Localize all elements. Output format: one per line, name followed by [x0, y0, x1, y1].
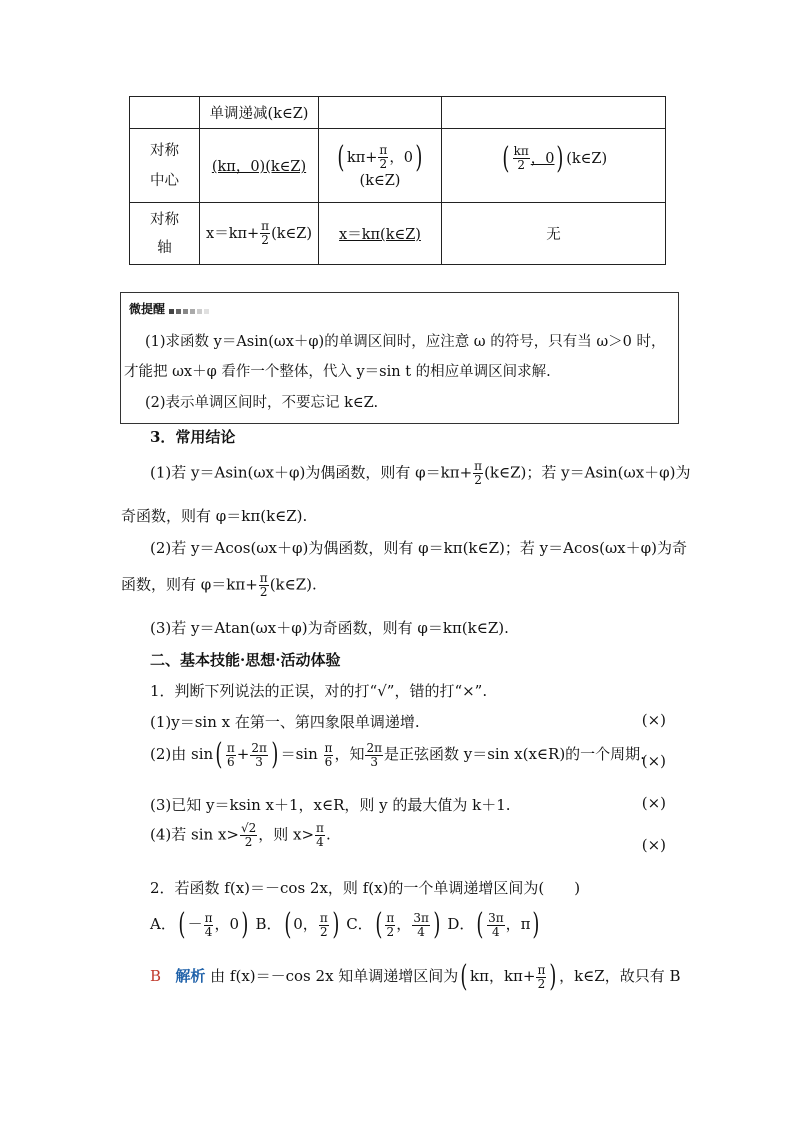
solution-label: 解析 — [175, 967, 206, 985]
cos-symmetry-axis: x＝kπ(k∈Z) — [339, 227, 421, 243]
cell-text: 单调递减(k∈Z) — [209, 106, 309, 122]
cos-symmetry-center: ( kπ+ $\frac{\pi}{2}$ ，0) — [337, 139, 423, 175]
reminder-box — [120, 292, 679, 424]
sin-symmetry-center: (kπ，0)(k∈Z) — [211, 159, 307, 175]
reminder-title: 微提醒 — [129, 300, 211, 317]
paragraph-line: (1)若 y＝Asin(ωx＋φ)为偶函数，则有 φ＝kπ+ $\frac{\pi}{2}$ (k∈Z)；若 y＝Asin(ωx＋φ)为 — [150, 459, 691, 487]
option-c: C．( $\frac{\pi}{2}$ ， $\frac{3\pi}{4}$ ) — [346, 907, 441, 942]
tan-symmetry-center: ( $\frac{k\pi}{2}$ ，0) (k∈Z) — [502, 140, 608, 176]
table-cell — [442, 97, 666, 129]
label-line: 对称 — [150, 142, 179, 159]
solution-line: B 解析 由 f(x)＝－cos 2x 知单调递增区间为( kπ，kπ+ $\frac{\pi}{2}$ ) ，k∈Z，故只有 B — [150, 959, 681, 994]
table-cell — [442, 129, 666, 203]
table-cell — [319, 203, 442, 265]
table-cell — [442, 203, 666, 265]
table-row-label — [130, 203, 200, 265]
paragraph-line: 函数，则有 φ＝kπ+ $\frac{\pi}{2}$ (k∈Z). — [121, 571, 317, 599]
reminder-line: 才能把 ωx＋φ 看作一个整体，代入 y＝sin t 的相应单调区间求解. — [124, 364, 551, 380]
fraction: $\frac{\pi}{2}$ — [379, 143, 388, 171]
answer-mark: (×) — [641, 752, 666, 770]
option-b: B．( 0， $\frac{\pi}{2}$ ) — [255, 907, 340, 942]
option-a: A．( － $\frac{\pi}{4}$ ，0) — [150, 907, 249, 942]
expr: ，0 — [389, 149, 414, 166]
trig-properties-table — [129, 96, 666, 265]
cos-k-range: (k∈Z) — [359, 172, 401, 189]
table-row-label — [130, 129, 200, 203]
tan-symmetry-axis: 无 — [546, 227, 561, 243]
paragraph-line: (2)若 y＝Acos(ωx＋φ)为偶函数，则有 φ＝kπ(k∈Z)；若 y＝Acos(ωx＋φ)为奇 — [150, 539, 687, 557]
table-cell — [130, 97, 200, 129]
label-line: 中心 — [150, 172, 179, 189]
table-cell — [200, 97, 319, 129]
reminder-line: (1)求函数 y＝Asin(ωx＋φ)的单调区间时，应注意 ω 的符号，只有当 ω＞0 时， — [145, 334, 666, 350]
paragraph-line: (3)若 y＝Atan(ωx＋φ)为奇函数，则有 φ＝kπ(k∈Z). — [150, 619, 509, 637]
paragraph-line: 奇函数，则有 φ＝kπ(k∈Z). — [121, 507, 308, 525]
question: 1．判断下列说法的正误，对的打“√”，错的打“×”. — [150, 682, 488, 700]
options-row — [150, 907, 542, 942]
statement: (4)若 sin x> $\frac{√2}{2}$ ，则 x> $\frac{\pi}{4}$ . — [150, 821, 331, 849]
expr: ，0 — [530, 150, 555, 167]
answer-mark: (×) — [641, 836, 666, 854]
table-row — [130, 97, 666, 129]
table-cell — [319, 129, 442, 203]
answer-mark: (×) — [641, 711, 666, 729]
label-line: 轴 — [157, 239, 172, 256]
section-heading: 3．常用结论 — [150, 428, 236, 446]
expr: kπ+ — [346, 149, 378, 166]
option-d: D．( $\frac{3\pi}{4}$ ，π) — [447, 907, 540, 942]
table-cell — [200, 203, 319, 265]
fraction: $\frac{k\pi}{2}$ — [513, 144, 529, 172]
sin-symmetry-axis: x＝kπ+ $\frac{\pi}{2}$ (k∈Z) — [206, 219, 312, 247]
question: 2．若函数 f(x)＝－cos 2x，则 f(x)的一个单调递增区间为( ) — [150, 879, 581, 897]
solution-answer: B — [150, 967, 162, 985]
statement: (3)已知 y＝ksin x＋1，x∈R，则 y 的最大值为 k＋1. — [150, 796, 511, 814]
table-cell — [200, 129, 319, 203]
table-row — [130, 129, 666, 203]
label-line: 对称 — [150, 211, 179, 228]
answer-mark: (×) — [641, 794, 666, 812]
section-heading: 二、基本技能·思想·活动体验 — [150, 651, 341, 669]
decorative-blocks-icon — [169, 303, 211, 317]
expr: (k∈Z) — [566, 150, 608, 167]
table-cell — [319, 97, 442, 129]
statement: (2)由 sin( $\frac{\pi}{6}$ + $\frac{2\pi}{3}$ ) ＝sin $\frac{\pi}{6}$ ，知 $\frac{2\pi}{3}$ 是正弦函数 y＝sin x(x∈R)的一个周期. — [150, 737, 645, 772]
table-row — [130, 203, 666, 265]
reminder-line: (2)表示单调区间时，不要忘记 k∈Z. — [145, 395, 379, 411]
statement: (1)y＝sin x 在第一、第四象限单调递增. — [150, 713, 420, 731]
